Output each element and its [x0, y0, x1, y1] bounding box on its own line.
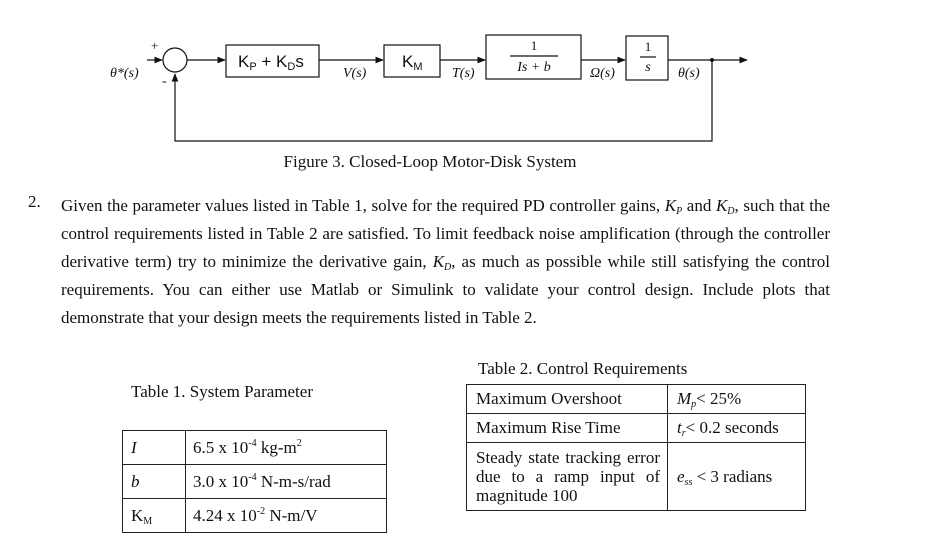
- table2-title: Table 2. Control Requirements: [478, 359, 688, 378]
- takeoff-point: [710, 58, 714, 62]
- param-symbol: b: [123, 465, 186, 499]
- question-text: Given the parameter values listed in Table 1, solve for the required PD controller gains, $K_P$ and $K_D$, such that the control requirements listed in Table 2 are satisfied. To limit feedback noise amplification (through the controller derivative term) try to minimize the derivative gain, $K_D$, as much as possible while still satisfying the control requirements. You can either use Matlab or Simulink to validate your control design. Include plots that demonstrate that your design meets the requirements listed in Table 2.: [61, 196, 831, 327]
- question-number: 2.: [28, 192, 41, 211]
- summing-junction: [163, 48, 187, 72]
- param-symbol: $K_M$: [123, 499, 186, 533]
- plant-numerator: 1: [530, 38, 538, 53]
- control-requirements-table: [466, 384, 806, 511]
- block-diagram: [0, 0, 930, 150]
- param-value: 4.24 x $10^{-2}$ N-m/V: [186, 499, 387, 533]
- signal-omega-label: Ω(s): [590, 66, 615, 81]
- plus-sign: +: [151, 38, 159, 53]
- requirement-name: Maximum Rise Time: [467, 414, 668, 443]
- requirement-value: $e_{ss} < 3$ radians: [668, 443, 806, 511]
- param-value: 3.0 x $10^{-4}$ N-m-s/rad: [186, 465, 387, 499]
- param-symbol: I: [123, 431, 186, 465]
- table-row: [467, 443, 806, 511]
- signal-v-label: V(s): [343, 66, 367, 81]
- table-row: [123, 465, 387, 499]
- table-row: [123, 499, 387, 533]
- table-row: [467, 385, 806, 414]
- minus-sign: -: [162, 74, 167, 89]
- signal-t-label: T(s): [452, 66, 475, 81]
- requirement-value: $M_p< 25\%$: [668, 385, 806, 414]
- requirement-name: Maximum Overshoot: [467, 385, 668, 414]
- table-row: [467, 414, 806, 443]
- requirement-value: $t_r< 0.2$ seconds: [668, 414, 806, 443]
- system-parameter-table: [122, 430, 387, 533]
- table-row: [123, 431, 387, 465]
- table1-title: Table 1. System Parameter: [131, 382, 313, 401]
- figure-caption: Figure 3. Closed-Loop Motor-Disk System: [283, 152, 577, 171]
- input-label: θ*(s): [110, 66, 139, 81]
- controller-label: KP + KDs: [238, 52, 304, 73]
- requirement-name: Steady state tracking error due to a ramp input of magnitude 100: [467, 443, 668, 511]
- plant-denominator: Is + b: [517, 60, 551, 75]
- motor-gain-label: KM: [402, 52, 423, 73]
- output-label: θ(s): [678, 66, 700, 81]
- integrator-numerator: 1: [644, 39, 652, 54]
- param-value: 6.5 x $10^{-4}$ $kg-m^2$: [186, 431, 387, 465]
- integrator-denominator: s: [645, 60, 651, 75]
